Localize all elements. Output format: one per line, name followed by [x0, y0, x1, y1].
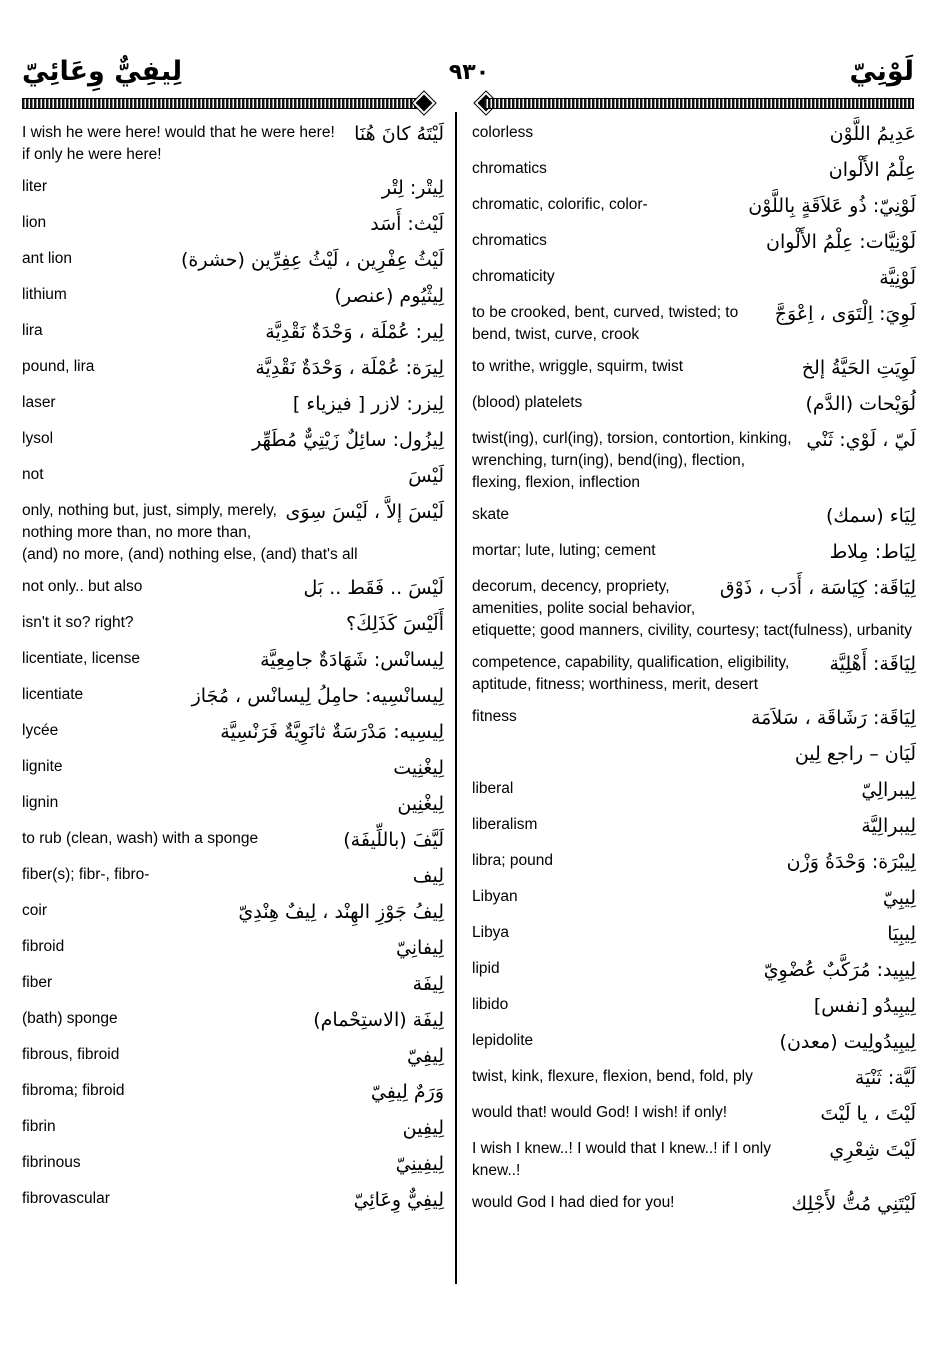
dictionary-entry [472, 652, 916, 696]
english-definition: licentiate [22, 686, 84, 703]
dictionary-entry [472, 194, 916, 220]
arabic-headword: لِيبِيد: مُرَكَّبٌ عُضْوِيّ [763, 959, 916, 981]
arabic-headword: لِيَاء (سمك) [825, 505, 916, 527]
english-definition: fibrous, fibroid [22, 1046, 120, 1063]
english-definition: fiber(s); fibr-, fibro- [22, 866, 150, 883]
arabic-headword: لَوِيَ: اِلْتَوَى ، اِعْوَجَّ [774, 303, 916, 325]
english-definition: laser [22, 394, 56, 411]
dictionary-entry [22, 828, 444, 854]
english-definition: to be crooked, bent, curved, twisted; to bend, twist, curve, crook [472, 304, 739, 343]
english-definition: liter [22, 178, 47, 195]
english-definition: (bath) sponge [22, 1010, 118, 1027]
english-definition: chromatics [472, 160, 547, 177]
english-definition: I wish I knew..! I would that I knew..! if I only knew..! [472, 1140, 771, 1179]
right-column [472, 122, 916, 1228]
arabic-headword: لِيزر: لازر [ فيزياء ] [292, 393, 444, 415]
dictionary-entry [472, 1030, 916, 1056]
dictionary-entry [472, 576, 916, 642]
arabic-headword: لِيَاقَة: رَشَاقَة ، سَلاَمَة [750, 707, 916, 729]
arabic-headword: لَيْتَ شِعْرِي [829, 1139, 916, 1161]
arabic-headword: لِيزُول: سائِلٌ زَيْتِيٌّ مُطَهِّر [252, 429, 444, 451]
dictionary-entry [22, 1008, 444, 1034]
english-definition: colorless [472, 124, 534, 141]
english-definition: fibrovascular [22, 1190, 110, 1207]
arabic-headword: لِيسانْس: شَهَادَةٌ جامِعِيَّة [260, 649, 444, 671]
dictionary-entry [22, 500, 444, 566]
arabic-headword: وَرَمٌ لِيفِيّ [370, 1081, 444, 1103]
arabic-headword: لَيَّفَ (باللِّيفَة) [343, 829, 444, 851]
english-definition: would that! would God! I wish! if only! [472, 1104, 728, 1121]
dictionary-entry [472, 302, 916, 346]
english-definition: chromaticity [472, 268, 555, 285]
english-definition: licentiate, license [22, 650, 141, 667]
english-definition: lysol [22, 430, 54, 447]
dictionary-entry [22, 176, 444, 202]
arabic-headword: لَيْتَ ، يا لَيْتَ [820, 1103, 916, 1125]
dictionary-entry [22, 1188, 444, 1214]
dictionary-entry [472, 504, 916, 530]
arabic-headword: لِيبرالِيَّة [861, 815, 916, 837]
dictionary-entry [472, 540, 916, 566]
arabic-headword: لِيرَة: عُمْلَة ، وَحْدَةٌ نَقْدِيَّة [255, 357, 444, 379]
arabic-headword: لَيْث: أَسَد [370, 213, 444, 235]
arabic-headword: لِيَاقَة: كِيَاسَة ، أَدَب ، ذَوْق [719, 577, 916, 599]
arabic-headword: لِيغْنِيت [393, 757, 444, 779]
dictionary-entry [22, 756, 444, 782]
dictionary-entry [22, 684, 444, 710]
dictionary-entry [472, 994, 916, 1020]
arabic-headword: لَيْسَ إلاَّ ، لَيْسَ سِوَى [285, 501, 444, 523]
english-definition: to writhe, wriggle, squirm, twist [472, 358, 684, 375]
english-definition: fibroid [22, 938, 65, 955]
dictionary-entry [22, 212, 444, 238]
dictionary-entry [22, 1116, 444, 1142]
arabic-headword: لَيَّة: ثَنْيَة [854, 1067, 916, 1089]
dictionary-entry [22, 720, 444, 746]
dictionary-entry [472, 158, 916, 184]
arabic-headword: لِيبِيدُولِيت (معدن) [779, 1031, 916, 1053]
right-guide-word: لَوْنِيّ [849, 56, 914, 87]
dictionary-entry [472, 1066, 916, 1092]
arabic-headword: لِيسِيه: مَدْرَسَةٌ ثانَوِيَّةٌ فَرَنْسِيَّة [220, 721, 444, 743]
dictionary-entry [22, 612, 444, 638]
english-definition: fitness [472, 708, 517, 725]
english-definition: (blood) platelets [472, 394, 583, 411]
english-definition: pound, lira [22, 358, 95, 375]
english-definition: lycée [22, 722, 59, 739]
english-definition: lepidolite [472, 1032, 534, 1049]
arabic-headword: لِيبِيَا [887, 923, 916, 945]
dictionary-entry [22, 864, 444, 890]
dictionary-entry [22, 648, 444, 674]
arabic-headword: لَيْثُ عِفْرِين ، لَيْثُ عِفِرِّين (حشرة) [180, 249, 444, 271]
english-definition: would God I had died for you! [472, 1194, 675, 1211]
english-definition: ant lion [22, 250, 72, 267]
dictionary-entry [22, 392, 444, 418]
english-definition: chromatics [472, 232, 547, 249]
english-definition: libido [472, 996, 509, 1013]
english-definition: skate [472, 506, 510, 523]
arabic-headword: لِيَاقَة: أَهْلِيَّة [829, 653, 916, 675]
dictionary-entry [472, 1192, 916, 1218]
english-definition: twist, kink, flexure, flexion, bend, fold, ply [472, 1068, 753, 1085]
arabic-headword: لِيَاط: مِلاط [829, 541, 916, 563]
english-definition: fibrinous [22, 1154, 81, 1171]
english-definition: twist(ing), curl(ing), torsion, contortion, kinking, wrenching, turn(ing), bend(ing), flection, flexing, flexion, inflection [472, 430, 792, 491]
english-definition: fibroma; fibroid [22, 1082, 125, 1099]
page-number: ٩٣٠ [448, 60, 490, 85]
dictionary-entry [22, 320, 444, 346]
dictionary-entry [472, 706, 916, 732]
arabic-headword: لِيتْر: لِتْر [381, 177, 444, 199]
english-definition: isn't it so? right? [22, 614, 134, 631]
diamond-ornament-left [413, 92, 436, 115]
dictionary-entry [472, 886, 916, 912]
arabic-headword: لِيفِيّ [407, 1045, 444, 1067]
english-definition: fibrin [22, 1118, 56, 1135]
dictionary-entry [22, 1044, 444, 1070]
dictionary-entry [472, 778, 916, 804]
arabic-headword: لِيثْيُوم (عنصر) [334, 285, 444, 307]
left-column [22, 122, 444, 1224]
dictionary-entry [22, 122, 444, 166]
dictionary-entry [472, 266, 916, 292]
arabic-headword: لِيفِين [402, 1117, 444, 1139]
arabic-headword: لَوْنِيَّات: عِلْمُ الأَلْوان [765, 231, 916, 253]
arabic-headword: لَيْتَنِي مُتُّ لأَجْلِك [791, 1193, 916, 1215]
dictionary-entry [472, 958, 916, 984]
arabic-headword: لَوِيَتِ الحَيَّةُ إلخ [801, 357, 916, 379]
english-definition: lignite [22, 758, 63, 775]
english-definition: Libya [472, 924, 510, 941]
english-definition: coir [22, 902, 47, 919]
arabic-headword: لَوْنِيَّة [879, 267, 916, 289]
english-definition: decorum, decency, propriety, amenities, polite social behavior, etiquette; good manners, civility, courtesy; tact(fulness), urbanity [472, 578, 912, 639]
arabic-headword: لِيبِيّ [882, 887, 916, 909]
dictionary-entry [22, 248, 444, 274]
dictionary-entry [22, 972, 444, 998]
arabic-headword: لِير: عُمْلَة ، وَحْدَةٌ نَقْدِيَّة [265, 321, 444, 343]
dictionary-entry [472, 428, 916, 494]
arabic-headword: لَيْسَ [408, 465, 444, 487]
dictionary-entry [472, 814, 916, 840]
english-definition: lignin [22, 794, 59, 811]
dictionary-entry [472, 230, 916, 256]
dictionary-entry [472, 356, 916, 382]
english-definition: lipid [472, 960, 500, 977]
arabic-headword: لِيبْرَة: وَحْدَةُ وَزْن [786, 851, 916, 873]
dictionary-entry [472, 850, 916, 876]
dictionary-entry [22, 464, 444, 490]
dictionary-entry [22, 1152, 444, 1178]
english-definition: mortar; lute, luting; cement [472, 542, 656, 559]
arabic-headword: لِيسانْسِيه: حامِلُ لِيسانْس ، مُجَاز [191, 685, 444, 707]
arabic-headword: لَوْنِيّ: ذُو عَلاَقَةٍ بِاللَّوْن [748, 195, 916, 217]
header-rule-left [22, 98, 422, 109]
arabic-headword: لَيَان – راجع لِين [794, 743, 916, 765]
english-definition: libra; pound [472, 852, 554, 869]
arabic-headword: لَيْسَ .. فَقَط .. بَل [303, 577, 444, 599]
english-definition: not [22, 466, 44, 483]
english-definition: lira [22, 322, 43, 339]
english-definition: only, nothing but, just, simply, merely, nothing more than, no more than, (and) no more, (and) nothing else, (and) that's all [22, 502, 358, 563]
dictionary-entry [472, 392, 916, 418]
dictionary-entry [22, 356, 444, 382]
arabic-headword: لِيفِيٌّ وِعَائِيّ [353, 1189, 444, 1211]
arabic-headword: عَدِيمُ اللَّوْن [829, 123, 916, 145]
dictionary-entry [22, 284, 444, 310]
arabic-headword: لِيف [412, 865, 444, 887]
header-rule-right [484, 98, 914, 109]
english-definition: liberal [472, 780, 514, 797]
arabic-headword: لِيفَة (الاستِحْمام) [313, 1009, 444, 1031]
arabic-headword: لِيفَة [412, 973, 444, 995]
english-definition: fiber [22, 974, 53, 991]
arabic-headword: لِيفانِيّ [395, 937, 444, 959]
left-guide-word: لِيفِيٌّ وِعَائِيّ [22, 56, 183, 87]
column-divider [455, 112, 457, 1284]
arabic-headword: لُوَيْحات (الدَّم) [805, 393, 916, 415]
arabic-headword: لَيّ ، لَوْي: ثَنْي [806, 429, 916, 451]
page-header [22, 52, 914, 92]
arabic-headword: لِيبِيدُو [نفس] [813, 995, 916, 1017]
english-definition: competence, capability, qualification, eligibility, aptitude, fitness; worthiness, merit, desert [472, 654, 790, 693]
english-definition: not only.. but also [22, 578, 143, 595]
english-definition: to rub (clean, wash) with a sponge [22, 830, 259, 847]
dictionary-entry [472, 922, 916, 948]
arabic-headword: لِيبرالِيّ [861, 779, 916, 801]
english-definition: I wish he were here! would that he were here! if only he were here! [22, 124, 335, 163]
dictionary-entry [472, 742, 916, 768]
dictionary-entry [22, 428, 444, 454]
dictionary-entry [472, 122, 916, 148]
dictionary-entry [22, 576, 444, 602]
arabic-headword: لِيغْنِين [397, 793, 444, 815]
dictionary-entry [472, 1102, 916, 1128]
arabic-headword: لَيْتَهُ كانَ هُنَا [354, 123, 444, 145]
dictionary-entry [472, 1138, 916, 1182]
arabic-headword: أَلَيْسَ كَذَلِكَ؟ [346, 613, 444, 635]
english-definition: chromatic, colorific, color- [472, 196, 648, 213]
english-definition: lithium [22, 286, 67, 303]
english-definition: lion [22, 214, 47, 231]
dictionary-entry [22, 900, 444, 926]
arabic-headword: لِيفُ جَوْزِ الهِنْد ، لِيفٌ هِنْدِيّ [238, 901, 444, 923]
arabic-headword: عِلْمُ الأَلْوان [828, 159, 916, 181]
arabic-headword: لِيفِينِيّ [395, 1153, 444, 1175]
english-definition: liberalism [472, 816, 538, 833]
dictionary-entry [22, 936, 444, 962]
dictionary-entry [22, 792, 444, 818]
english-definition: Libyan [472, 888, 518, 905]
dictionary-entry [22, 1080, 444, 1106]
